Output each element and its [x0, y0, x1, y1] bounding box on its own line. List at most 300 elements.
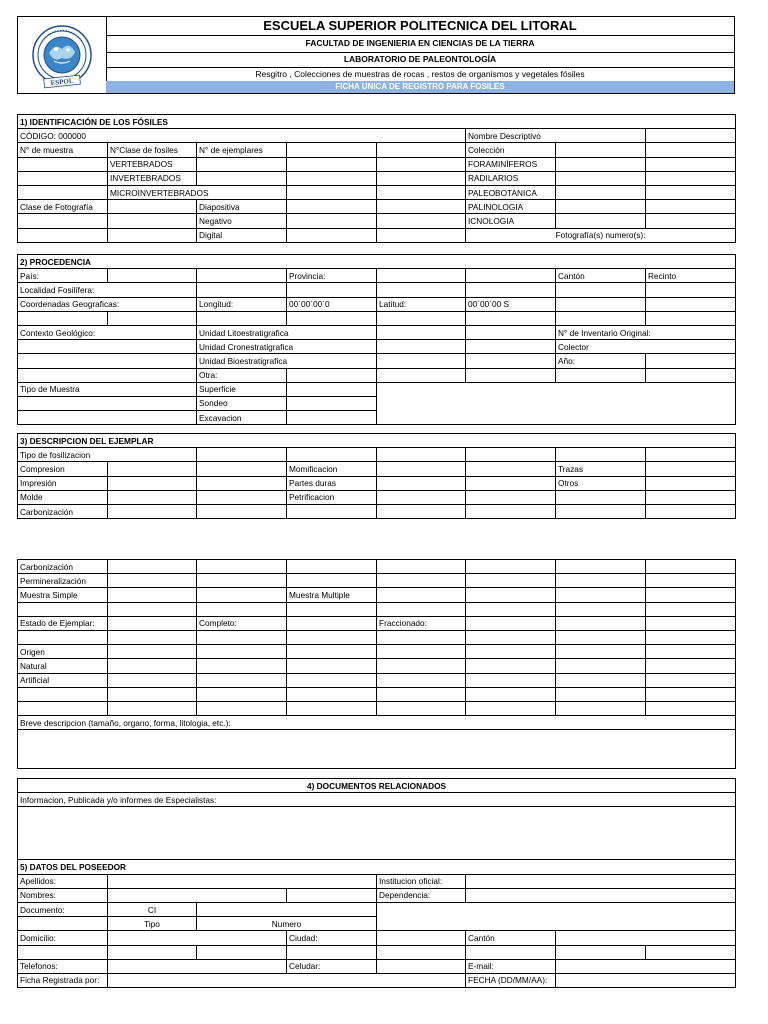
foraminiferos-label: FORAMINÍFEROS [466, 157, 556, 171]
field[interactable] [108, 945, 197, 959]
provincia-label: Provincia: [287, 269, 377, 283]
field[interactable] [197, 448, 287, 462]
email-label: E-mail: [466, 959, 556, 973]
field[interactable] [197, 602, 287, 616]
documento-label: Documento: [18, 902, 108, 916]
field[interactable] [287, 574, 377, 588]
field[interactable] [287, 701, 377, 715]
field[interactable] [377, 325, 466, 339]
dependencia-field[interactable] [466, 888, 736, 902]
section-descripcion [17, 433, 736, 519]
field[interactable] [466, 673, 556, 687]
field[interactable] [287, 411, 377, 425]
field[interactable] [287, 659, 377, 673]
completo-label: Completo: [197, 616, 287, 630]
field[interactable] [556, 171, 646, 185]
field[interactable] [287, 448, 377, 462]
field[interactable] [466, 574, 556, 588]
impresion-label: Impresión [18, 476, 108, 490]
field[interactable] [646, 157, 736, 171]
partes-duras-label: Partes duras [287, 476, 377, 490]
field[interactable] [287, 945, 377, 959]
field[interactable] [377, 902, 736, 930]
field[interactable] [377, 269, 466, 283]
radilarios-label: RADILARIOS [466, 171, 556, 185]
coleccion-label: Colección [466, 143, 556, 157]
field[interactable] [646, 476, 736, 490]
field[interactable] [377, 504, 466, 518]
field[interactable] [197, 311, 287, 325]
field[interactable] [556, 945, 646, 959]
section-descripcion-continued [17, 559, 736, 769]
field[interactable] [646, 311, 736, 325]
field[interactable] [18, 368, 197, 382]
field[interactable] [377, 185, 466, 199]
field[interactable] [18, 185, 108, 199]
field[interactable] [18, 311, 108, 325]
field[interactable] [197, 630, 287, 644]
field[interactable] [287, 283, 377, 297]
field[interactable] [466, 269, 556, 283]
momificacion-label: Momificacion [287, 462, 377, 476]
fecha-field[interactable] [556, 973, 736, 987]
field[interactable] [18, 917, 108, 931]
field[interactable] [108, 504, 197, 518]
field[interactable] [287, 504, 377, 518]
field[interactable] [466, 283, 556, 297]
field[interactable] [108, 574, 197, 588]
field[interactable] [377, 143, 466, 157]
espol-logo [18, 17, 106, 93]
field[interactable] [108, 687, 197, 701]
field[interactable] [377, 448, 466, 462]
field[interactable] [287, 396, 377, 410]
field[interactable] [377, 157, 466, 171]
field[interactable] [377, 574, 466, 588]
bio-label: Unidad Bioestratigrafica [197, 354, 377, 368]
field[interactable] [108, 476, 197, 490]
field[interactable] [556, 143, 646, 157]
field[interactable] [108, 602, 197, 616]
section5-title: 5) DATOS DEL POSEEDOR [18, 860, 736, 874]
registrada-field[interactable] [108, 973, 466, 987]
field[interactable] [108, 462, 197, 476]
field[interactable] [108, 673, 197, 687]
field[interactable] [556, 588, 646, 602]
field[interactable] [466, 476, 556, 490]
field[interactable] [377, 476, 466, 490]
field[interactable] [108, 659, 197, 673]
field[interactable] [287, 311, 377, 325]
otros-label: Otros [556, 476, 646, 490]
field[interactable] [287, 171, 377, 185]
field[interactable] [197, 560, 287, 574]
info-publicada-label: Informacion, Publicada y/o informes de Especialistas: [18, 793, 736, 807]
clase-fosiles-label: N°Clase de fosiles [108, 143, 197, 157]
field[interactable] [377, 560, 466, 574]
form-banner: FICHA UNICA DE REGISTRO PARA FOSILES [106, 81, 734, 93]
field[interactable] [646, 574, 736, 588]
field[interactable] [466, 354, 556, 368]
field[interactable] [556, 504, 646, 518]
field[interactable] [377, 659, 466, 673]
excavacion-label: Excavacion [197, 411, 287, 425]
institucion-label: Institucion oficial: [377, 874, 466, 888]
field[interactable] [197, 574, 287, 588]
field[interactable] [556, 297, 646, 311]
field[interactable] [287, 560, 377, 574]
contexto-label: Contexto Geológico: [18, 325, 197, 339]
field[interactable] [377, 171, 466, 185]
field[interactable] [646, 630, 736, 644]
logo-text: ESPOL [50, 76, 74, 88]
anio-label: Año: [556, 354, 646, 368]
documento-field[interactable] [197, 902, 377, 916]
domicilio-field[interactable] [108, 931, 287, 945]
field[interactable] [287, 687, 377, 701]
field[interactable] [466, 645, 556, 659]
field[interactable] [377, 687, 466, 701]
field[interactable] [108, 588, 197, 602]
field[interactable] [197, 945, 287, 959]
section3-title: 3) DESCRIPCION DEL EJEMPLAR [18, 434, 736, 448]
tipo-fosilizacion-label: Tipo de fosilizacion [18, 448, 197, 462]
field[interactable] [108, 269, 197, 283]
field[interactable] [18, 354, 197, 368]
field[interactable] [197, 283, 287, 297]
fotografias-label: Fotografía(s) numero(s): [466, 228, 736, 242]
field[interactable] [108, 311, 197, 325]
field[interactable] [646, 659, 736, 673]
section-identificacion [17, 114, 736, 243]
field[interactable] [108, 616, 197, 630]
latitud-value[interactable]: 00´00´00 S [466, 297, 556, 311]
field[interactable] [108, 228, 197, 242]
field[interactable] [377, 200, 466, 214]
field[interactable] [18, 701, 108, 715]
field[interactable] [377, 214, 466, 228]
palinologia-label: PALINOLOGIA [466, 200, 556, 214]
field[interactable] [197, 659, 287, 673]
localidad-label: Localidad Fosilífera: [18, 283, 197, 297]
ciudad-field[interactable] [377, 931, 466, 945]
field[interactable] [646, 602, 736, 616]
breve-descripcion-label: Breve descripcion (tamaño, organo, forma, litologia, etc.): [18, 716, 736, 730]
telefonos-field[interactable] [108, 959, 287, 973]
field[interactable] [377, 490, 466, 504]
field[interactable] [646, 297, 736, 311]
clase-fotografia-label: Clase de Fotografía [18, 200, 108, 214]
field[interactable] [466, 490, 556, 504]
nombre-descriptivo-label: Nombre Descriptivo [466, 129, 646, 143]
field[interactable] [556, 368, 646, 382]
field[interactable] [377, 630, 466, 644]
muestra-multiple-label: Muestra Multiple [287, 588, 377, 602]
molde-label: Molde [18, 490, 108, 504]
field[interactable] [646, 588, 736, 602]
field[interactable] [18, 171, 108, 185]
digital-label: Digital [197, 228, 287, 242]
field[interactable] [466, 368, 556, 382]
field[interactable] [108, 560, 197, 574]
dependencia-label: Dependencia: [377, 888, 466, 902]
field[interactable] [197, 476, 287, 490]
field[interactable] [287, 888, 377, 902]
field[interactable] [18, 340, 197, 354]
field[interactable] [18, 214, 108, 228]
field[interactable] [197, 673, 287, 687]
field[interactable] [466, 701, 556, 715]
fecha-label: FECHA (DD/MM/AA): [466, 973, 556, 987]
field[interactable] [197, 588, 287, 602]
field[interactable] [646, 701, 736, 715]
field[interactable] [646, 645, 736, 659]
field[interactable] [646, 171, 736, 185]
diapositiva-label: Diapositiva [197, 200, 287, 214]
field[interactable] [556, 687, 646, 701]
field[interactable] [377, 588, 466, 602]
negativo-label: Negativo [197, 214, 287, 228]
field[interactable] [556, 659, 646, 673]
field[interactable] [556, 448, 646, 462]
ci-label: CI [108, 902, 197, 916]
field[interactable] [377, 368, 466, 382]
field[interactable] [556, 673, 646, 687]
field[interactable] [466, 602, 556, 616]
field[interactable] [377, 673, 466, 687]
field[interactable] [646, 504, 736, 518]
field[interactable] [197, 504, 287, 518]
carbonizacion-label: Carbonización [18, 560, 108, 574]
field[interactable] [556, 185, 646, 199]
nombres-field[interactable] [108, 888, 287, 902]
section1-title: 1) IDENTIFICACIÓN DE LOS FÓSILES [18, 115, 736, 129]
field[interactable] [646, 560, 736, 574]
field[interactable] [646, 673, 736, 687]
numero-label: Numero [197, 917, 377, 931]
field[interactable] [466, 659, 556, 673]
icnologia-label: ICNOLOGIA [466, 214, 556, 228]
field[interactable] [556, 490, 646, 504]
ciudad-label: Ciudad: [287, 931, 377, 945]
field[interactable] [466, 462, 556, 476]
field[interactable] [377, 701, 466, 715]
field[interactable] [197, 157, 287, 171]
field[interactable] [377, 311, 466, 325]
field[interactable] [466, 588, 556, 602]
field[interactable] [556, 616, 646, 630]
estado-label: Estado de Ejemplar: [18, 616, 108, 630]
section-documentos-poseedor [17, 778, 736, 988]
vertebrados-label: VERTEBRADOS [108, 157, 197, 171]
field[interactable] [556, 630, 646, 644]
field[interactable] [556, 214, 646, 228]
n-ejemplares-label: N° de ejemplares [197, 143, 287, 157]
recinto-label: Recinto [646, 269, 736, 283]
coordenadas-label: Coordenadas Geograficas: [18, 297, 197, 311]
field[interactable] [108, 645, 197, 659]
field[interactable] [287, 143, 377, 157]
section-procedencia [17, 254, 736, 425]
apellidos-field[interactable] [108, 874, 377, 888]
carbonizacion-label: Carbonización [18, 504, 108, 518]
field[interactable] [466, 504, 556, 518]
field[interactable] [377, 228, 466, 242]
otra-label: Otra: [197, 368, 287, 382]
field[interactable] [646, 368, 736, 382]
codigo-label: CÓDIGO: 000000 [18, 129, 466, 143]
field[interactable] [108, 701, 197, 715]
field[interactable] [466, 616, 556, 630]
field[interactable] [287, 616, 377, 630]
field[interactable] [287, 673, 377, 687]
info-publicada-field[interactable] [18, 807, 736, 860]
field[interactable] [287, 630, 377, 644]
field[interactable] [197, 645, 287, 659]
email-field[interactable] [556, 959, 736, 973]
field[interactable] [466, 340, 556, 354]
tipo-muestra-label: Tipo de Muestra [18, 382, 197, 396]
field[interactable] [197, 171, 287, 185]
canton-label: Cantón [556, 269, 646, 283]
field[interactable] [466, 560, 556, 574]
trazas-label: Trazas [556, 462, 646, 476]
invertebrados-label: INVERTEBRADOS [108, 171, 197, 185]
field[interactable] [287, 645, 377, 659]
field[interactable] [556, 602, 646, 616]
school-title: ESCUELA SUPERIOR POLITECNICA DEL LITORAL [106, 17, 734, 36]
field[interactable] [377, 945, 466, 959]
field[interactable] [18, 157, 108, 171]
field[interactable] [18, 687, 108, 701]
registry-title: Resgitro , Colecciones de muestras de rocas , restos de organismos y vegetales fósiles [106, 67, 734, 82]
field[interactable] [377, 645, 466, 659]
institucion-field[interactable] [466, 874, 736, 888]
field[interactable] [377, 340, 466, 354]
permineralizacion-label: Permineralización [18, 574, 108, 588]
paleobotanica-label: PALEOBOTANICA [466, 185, 556, 199]
field[interactable] [466, 325, 556, 339]
anio-field[interactable] [646, 354, 736, 368]
field[interactable] [377, 382, 736, 425]
field[interactable] [287, 200, 377, 214]
canton-field[interactable] [556, 931, 736, 945]
tipo-label: Tipo [108, 917, 197, 931]
field[interactable] [646, 143, 736, 157]
field[interactable] [287, 602, 377, 616]
field[interactable] [646, 490, 736, 504]
field[interactable] [197, 687, 287, 701]
field[interactable] [466, 448, 556, 462]
n-muestra-label: N° de muestra [18, 143, 108, 157]
origen-label: Origen [18, 645, 108, 659]
superficie-label: Superficie [197, 382, 287, 396]
field[interactable] [18, 396, 197, 410]
field[interactable] [646, 214, 736, 228]
field[interactable] [556, 701, 646, 715]
field[interactable] [18, 602, 108, 616]
field[interactable] [108, 490, 197, 504]
field[interactable] [646, 462, 736, 476]
muestra-simple-label: Muestra Simple [18, 588, 108, 602]
field[interactable] [377, 354, 466, 368]
lito-label: Unidad Litoestratigrafica [197, 325, 377, 339]
inventario-label: N° de Inventario Original: [556, 325, 736, 339]
form-header [17, 16, 735, 94]
field[interactable] [377, 602, 466, 616]
breve-descripcion-field[interactable] [18, 730, 736, 769]
telefonos-label: Telefonos: [18, 959, 108, 973]
section4-title: 4) DOCUMENTOS RELACIONADOS [18, 779, 736, 793]
domicilio-label: Domicilio: [18, 931, 108, 945]
field[interactable] [197, 462, 287, 476]
field[interactable] [556, 283, 646, 297]
field[interactable] [287, 368, 377, 382]
registrada-label: Ficha Registrada por: [18, 973, 108, 987]
field[interactable] [466, 311, 556, 325]
field[interactable] [466, 945, 556, 959]
field[interactable] [287, 214, 377, 228]
field[interactable] [377, 283, 466, 297]
field[interactable] [646, 945, 736, 959]
field[interactable] [377, 462, 466, 476]
celular-field[interactable] [377, 959, 466, 973]
field[interactable] [18, 411, 197, 425]
faculty-title: FACULTAD DE INGENIERIA EN CIENCIAS DE LA TIERRA [106, 35, 734, 53]
field[interactable] [646, 283, 736, 297]
apellidos-label: Apellidos: [18, 874, 108, 888]
field[interactable] [556, 560, 646, 574]
field[interactable] [556, 200, 646, 214]
field[interactable] [556, 645, 646, 659]
field[interactable] [556, 574, 646, 588]
pais-label: País: [18, 269, 108, 283]
field[interactable] [287, 382, 377, 396]
natural-label: Natural [18, 659, 108, 673]
field[interactable] [646, 200, 736, 214]
field[interactable] [287, 157, 377, 171]
field[interactable] [197, 490, 287, 504]
field[interactable] [646, 185, 736, 199]
field[interactable] [18, 945, 108, 959]
field[interactable] [108, 214, 197, 228]
field[interactable] [466, 687, 556, 701]
colector-label: Colector [556, 340, 736, 354]
field[interactable] [287, 228, 377, 242]
field[interactable] [108, 200, 197, 214]
celudar-label: Celudar: [287, 959, 377, 973]
field[interactable] [18, 228, 108, 242]
artificial-label: Artificial [18, 673, 108, 687]
fraccionado-label: Fraccionado: [377, 616, 466, 630]
field[interactable] [108, 630, 197, 644]
field[interactable] [197, 701, 287, 715]
field[interactable] [556, 157, 646, 171]
lab-title: LABORATORIO DE PALEONTOLOGÍA [106, 52, 734, 68]
nombre-descriptivo-field[interactable] [646, 129, 736, 143]
field[interactable] [646, 687, 736, 701]
field[interactable] [18, 630, 108, 644]
longitud-value[interactable]: 00´00´00´0 [287, 297, 377, 311]
field[interactable] [287, 185, 377, 199]
field[interactable] [556, 311, 646, 325]
field[interactable] [466, 630, 556, 644]
field[interactable] [646, 448, 736, 462]
crono-label: Unidad Cronestratigrafica [197, 340, 377, 354]
field[interactable] [197, 269, 287, 283]
latitud-label: Latitud: [377, 297, 466, 311]
field[interactable] [646, 616, 736, 630]
